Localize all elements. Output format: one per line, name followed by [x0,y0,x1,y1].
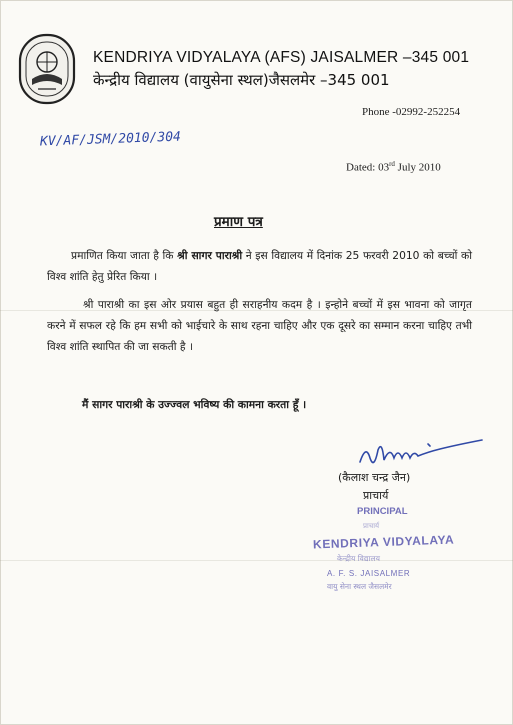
reference-number: KV/AF/JSM/2010/304 [39,129,182,150]
kendriya-vidyalaya-emblem-icon [18,33,76,105]
stamp-line-school-hindi: केन्द्रीय विद्यालय [337,554,380,563]
stamp-line-principal-hindi: प्राचार्य [363,522,380,530]
certificate-paragraph-3: मैं सागर पाराश्री के उज्ज्वल भविष्य की कामना करता हूँ । [82,398,307,411]
stamp-line-principal: PRINCIPAL [357,506,408,517]
certificate-paragraph-1 [47,245,472,287]
paragraph-1-opening: प्रमाणित किया जाता है कि [71,249,178,262]
stamp-line-school: KENDRIYA VIDYALAYA [312,532,455,552]
date-line [346,160,441,174]
certificate-paragraph-2: श्री पाराश्री का इस ओर प्रयास बहुत ही सराहनीय कदम है । इन्होने बच्चों में इस भावना को जागृत करने में सफल रहे कि हम सभी को भाईचारे के साथ रहना चाहिए और एक दूसरे का सम्मान करना चाहिए तभी विश्व शांति स्थापित की जा सकती है । [47,298,472,353]
signatory-name: (कैलाश चन्द्र जैन) [338,471,411,484]
school-name-english: KENDRIYA VIDYALAYA (AFS) JAISALMER –345 001 [93,49,470,66]
paragraph-1-body: ने इस विद्यालय में दिनांक 25 फरवरी 2010 को बच्चों को विश्व शांति हेतु प्रेरित किया । [47,249,472,283]
date-month-year: July 2010 [394,161,441,174]
school-name-hindi: केन्द्रीय विद्यालय (वायुसेना स्थल)जैसलमेर –345 001 [93,71,390,89]
date-label: Dated: 03 [346,161,390,174]
certificate-title: प्रमाण पत्र [214,214,263,230]
phone-number: Phone -02992-252254 [362,106,461,118]
principal-stamp [305,502,475,602]
date-ordinal-suffix: rd [389,160,395,168]
stamp-line-station: A. F. S. JAISALMER [327,569,411,578]
stamp-line-station-hindi: वायु सेना स्थल जैसलमेर [327,582,392,591]
student-name: श्री सागर पाराश्री [177,249,243,262]
signatory-designation: प्राचार्य [363,489,389,502]
